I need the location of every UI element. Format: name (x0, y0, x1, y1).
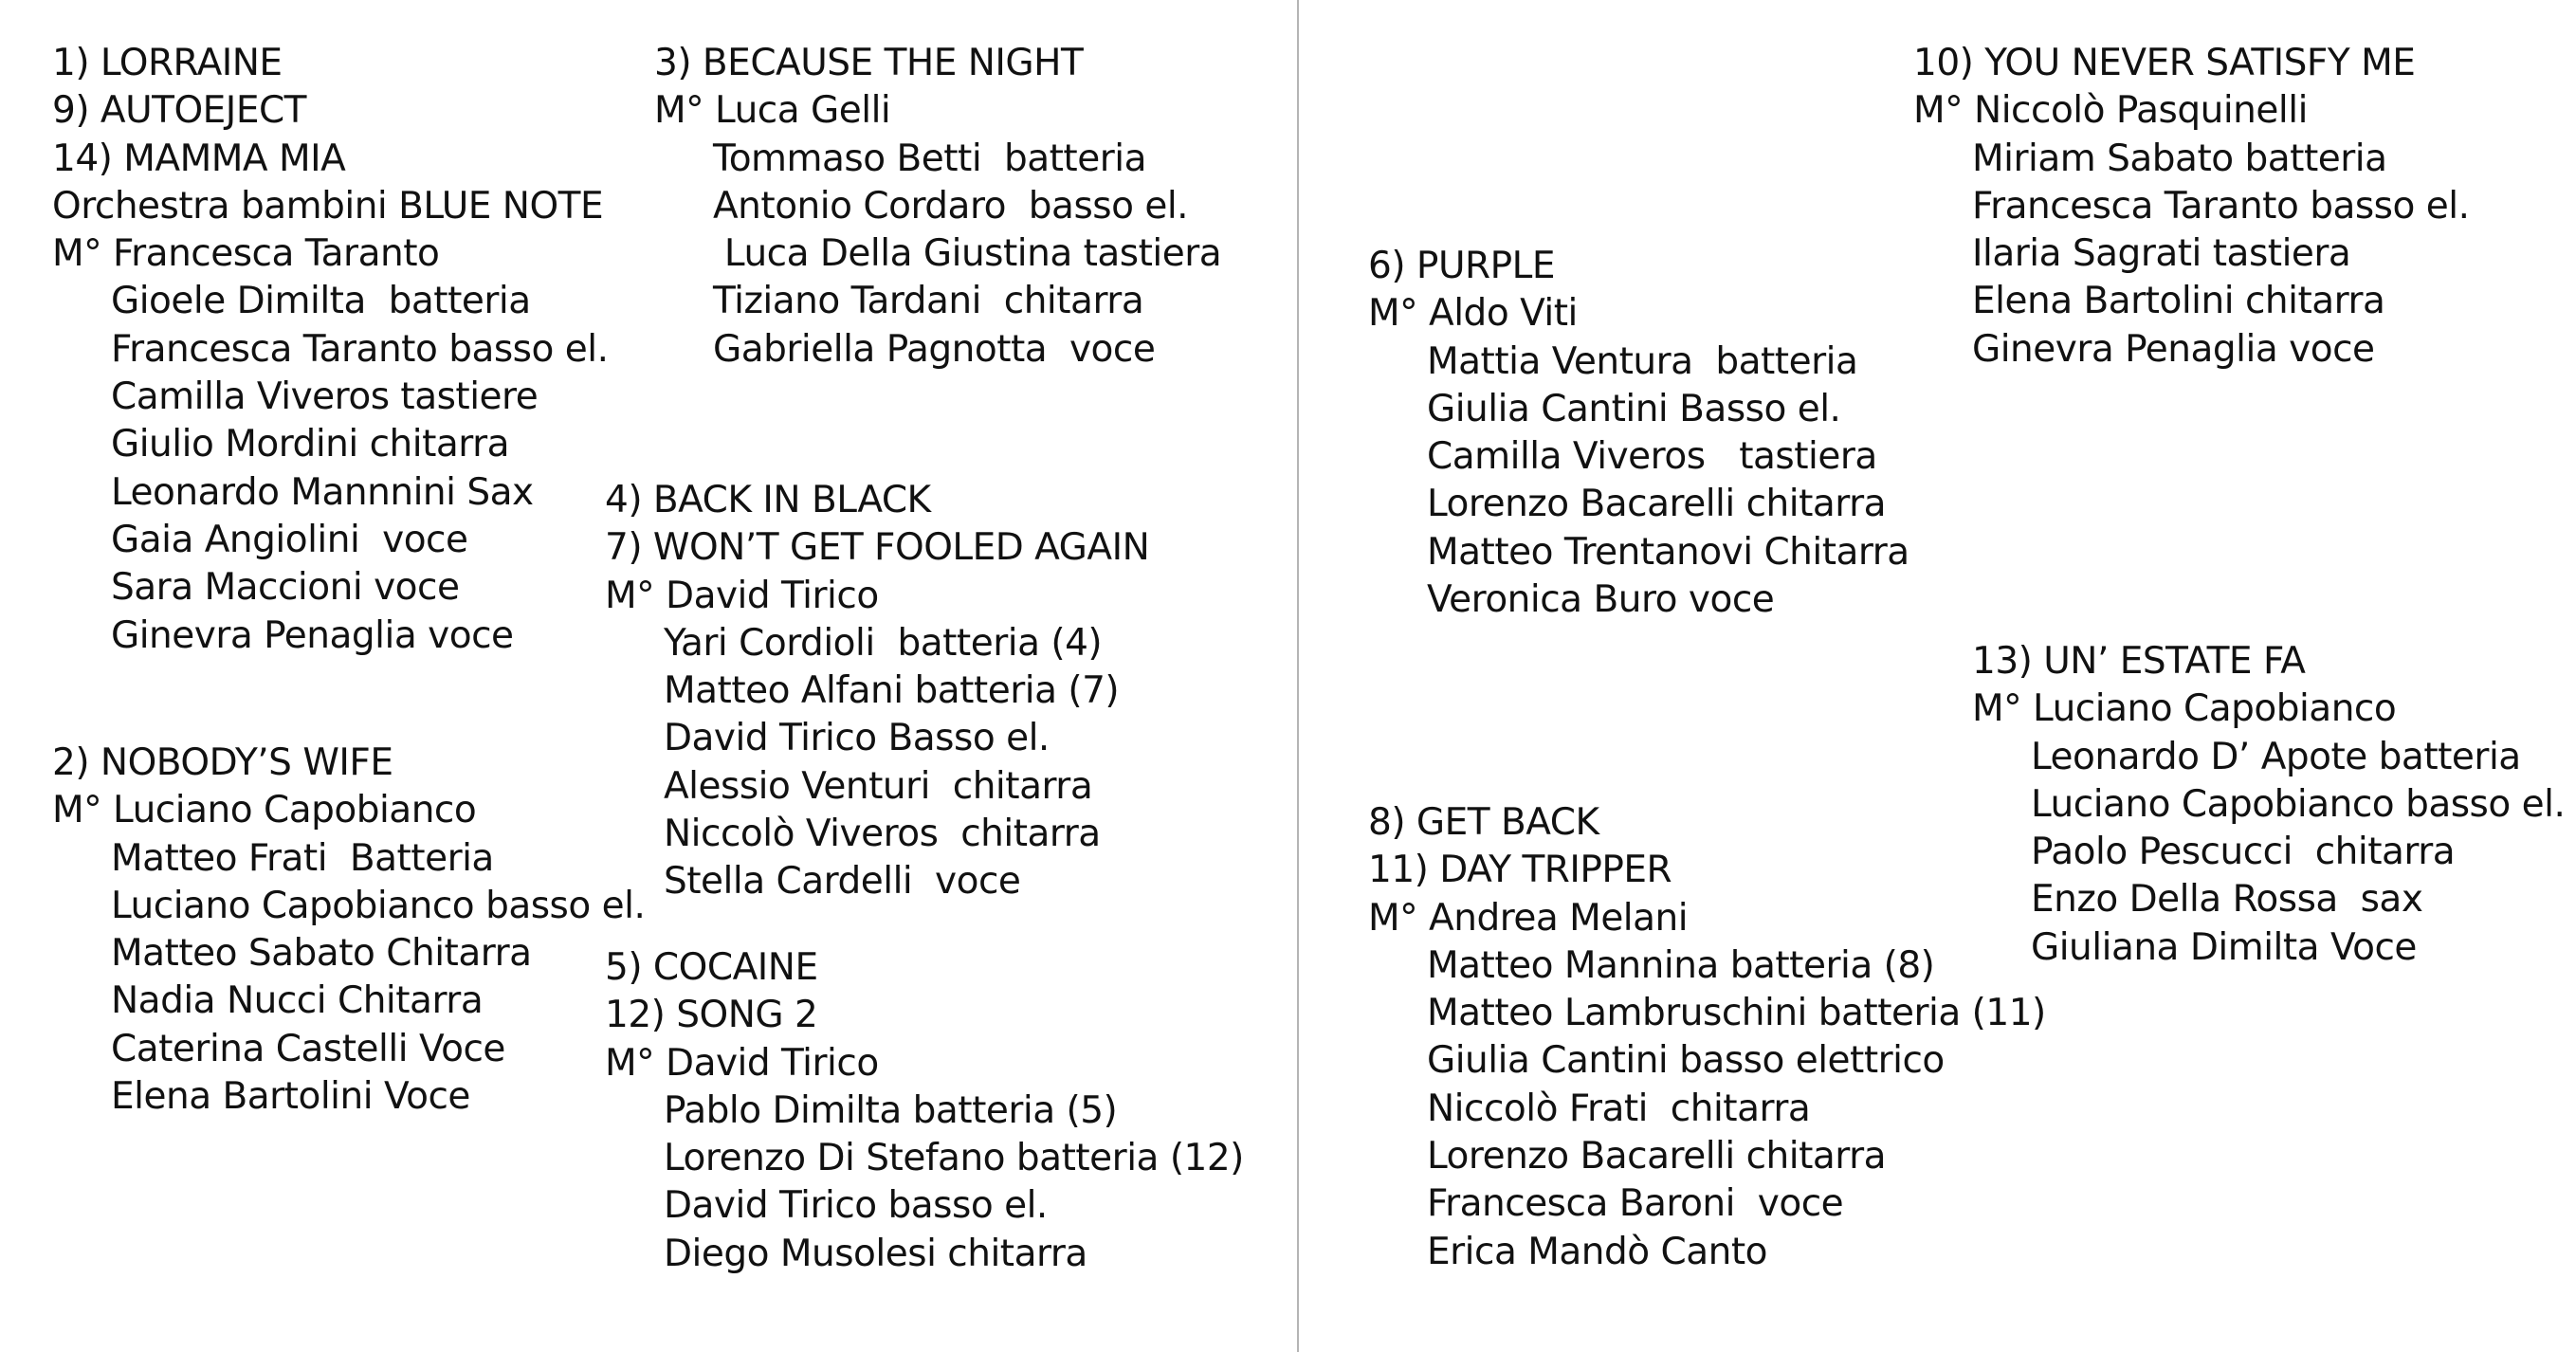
member-line: Ginevra Penaglia voce (1972, 327, 2375, 371)
member-line: Pablo Dimilta batteria (5) (664, 1088, 1118, 1132)
song-title: 8) GET BACK (1368, 801, 1599, 844)
band-block-lorraine (52, 40, 608, 660)
member-line: Caterina Castelli Voce (111, 1027, 505, 1070)
song-title: 11) DAY TRIPPER (1368, 849, 1672, 892)
member-line: Giulia Cantini Basso el. (1427, 387, 1841, 430)
member-line: Leonardo Mannnini Sax (111, 470, 534, 514)
teacher-name: M° Luca Gelli (654, 89, 891, 133)
song-title: 13) UN’ ESTATE FA (1972, 640, 2306, 683)
member-line: Luciano Capobianco basso el. (2031, 782, 2566, 826)
member-line: Matteo Mannina batteria (8) (1427, 943, 1935, 987)
member-line: Camilla Viveros tastiera (1427, 435, 1877, 479)
member-line: Francesca Taranto basso el. (111, 327, 609, 371)
member-line: Tiziano Tardani chitarra (713, 280, 1144, 323)
teacher-name: M° Niccolò Pasquinelli (1913, 89, 2308, 133)
member-line: Camilla Viveros tastiere (111, 375, 539, 419)
member-line: Miriam Sabato batteria (1972, 137, 2387, 180)
song-title: Orchestra bambini BLUE NOTE (52, 184, 604, 228)
member-line: Antonio Cordaro basso el. (713, 184, 1189, 228)
teacher-name: M° David Tirico (605, 574, 879, 617)
song-title: 10) YOU NEVER SATISFY ME (1913, 42, 2416, 84)
member-line: Ginevra Penaglia voce (111, 613, 514, 657)
member-line: Erica Mandò Canto (1427, 1230, 1768, 1273)
band-block-un-estate-fa (1972, 638, 2565, 972)
member-line: Paolo Pescucci chitarra (2031, 831, 2456, 874)
member-line: Matteo Sabato Chitarra (111, 932, 532, 976)
song-title: 6) PURPLE (1368, 245, 1555, 287)
member-line: Veronica Buro voce (1427, 578, 1775, 622)
teacher-name: M° Francesca Taranto (52, 232, 440, 276)
band-block-because-the-night (654, 40, 1221, 374)
song-title: 4) BACK IN BLACK (605, 479, 931, 521)
member-line: Alessio Venturi chitarra (664, 764, 1093, 808)
band-block-purple (1368, 243, 1909, 624)
member-line: Matteo Trentanovi Chitarra (1427, 530, 1909, 574)
band-block-cocaine (605, 944, 1244, 1278)
member-line: Yari Cordioli batteria (4) (664, 621, 1103, 665)
member-line: Lorenzo Di Stefano batteria (12) (664, 1137, 1244, 1180)
member-line: Diego Musolesi chitarra (664, 1232, 1087, 1275)
band-block-get-back (1368, 799, 2046, 1276)
member-line: Lorenzo Bacarelli chitarra (1427, 1135, 1887, 1178)
song-title: 9) AUTOEJECT (52, 89, 307, 133)
member-line: David Tirico basso el. (664, 1184, 1048, 1228)
member-line: Elena Bartolini chitarra (1972, 280, 2385, 323)
member-line: Gabriella Pagnotta voce (713, 327, 1156, 371)
song-title: 14) MAMMA MIA (52, 137, 346, 180)
song-title: 3) BECAUSE THE NIGHT (654, 42, 1084, 84)
member-line: Sara Maccioni voce (111, 566, 460, 610)
member-line: Stella Cardelli voce (664, 860, 1021, 904)
teacher-name: M° Andrea Melani (1368, 896, 1689, 940)
member-line: David Tirico Basso el. (664, 717, 1050, 760)
teacher-name: M° David Tirico (605, 1041, 879, 1085)
member-line: Giuliana Dimilta Voce (2031, 925, 2417, 969)
member-line: Niccolò Viveros chitarra (664, 813, 1101, 856)
member-line: Elena Bartolini Voce (111, 1075, 470, 1119)
member-line: Tommaso Betti batteria (713, 137, 1146, 180)
member-line: Niccolò Frati chitarra (1427, 1087, 1811, 1130)
member-line: Nadia Nucci Chitarra (111, 979, 484, 1023)
member-line: Ilaria Sagrati tastiera (1972, 232, 2351, 276)
member-line: Matteo Frati Batteria (111, 836, 494, 880)
page-divider (1297, 0, 1299, 1352)
band-block-back-in-black (605, 477, 1149, 906)
member-line: Mattia Ventura batteria (1427, 339, 1858, 383)
member-line: Luca Della Giustina tastiera (713, 232, 1222, 276)
member-line: Lorenzo Bacarelli chitarra (1427, 483, 1887, 526)
song-title: 12) SONG 2 (605, 994, 818, 1037)
teacher-name: M° Luciano Capobianco (52, 789, 477, 832)
teacher-name: M° Luciano Capobianco (1972, 687, 2397, 731)
member-line: Gaia Angiolini voce (111, 518, 468, 561)
member-line: Francesca Baroni voce (1427, 1182, 1844, 1226)
member-line: Giulio Mordini chitarra (111, 423, 510, 466)
teacher-name: M° Aldo Viti (1368, 292, 1578, 336)
song-title: 7) WON’T GET FOOLED AGAIN (605, 526, 1150, 570)
member-line: Francesca Taranto basso el. (1972, 184, 2470, 228)
song-title: 2) NOBODY’S WIFE (52, 741, 393, 784)
band-block-nobodys-wife (52, 740, 645, 1121)
song-title: 5) COCAINE (605, 946, 818, 989)
member-line: Giulia Cantini basso elettrico (1427, 1039, 1945, 1083)
member-line: Matteo Alfani batteria (7) (664, 669, 1120, 713)
member-line: Gioele Dimilta batteria (111, 280, 531, 323)
member-line: Enzo Della Rossa sax (2031, 878, 2423, 922)
member-line: Luciano Capobianco basso el. (111, 884, 646, 927)
band-block-you-never-satisfy-me (1913, 40, 2469, 374)
member-line: Leonardo D’ Apote batteria (2031, 735, 2521, 778)
song-title: 1) LORRAINE (52, 42, 283, 84)
member-line: Matteo Lambruschini batteria (11) (1427, 992, 2046, 1035)
